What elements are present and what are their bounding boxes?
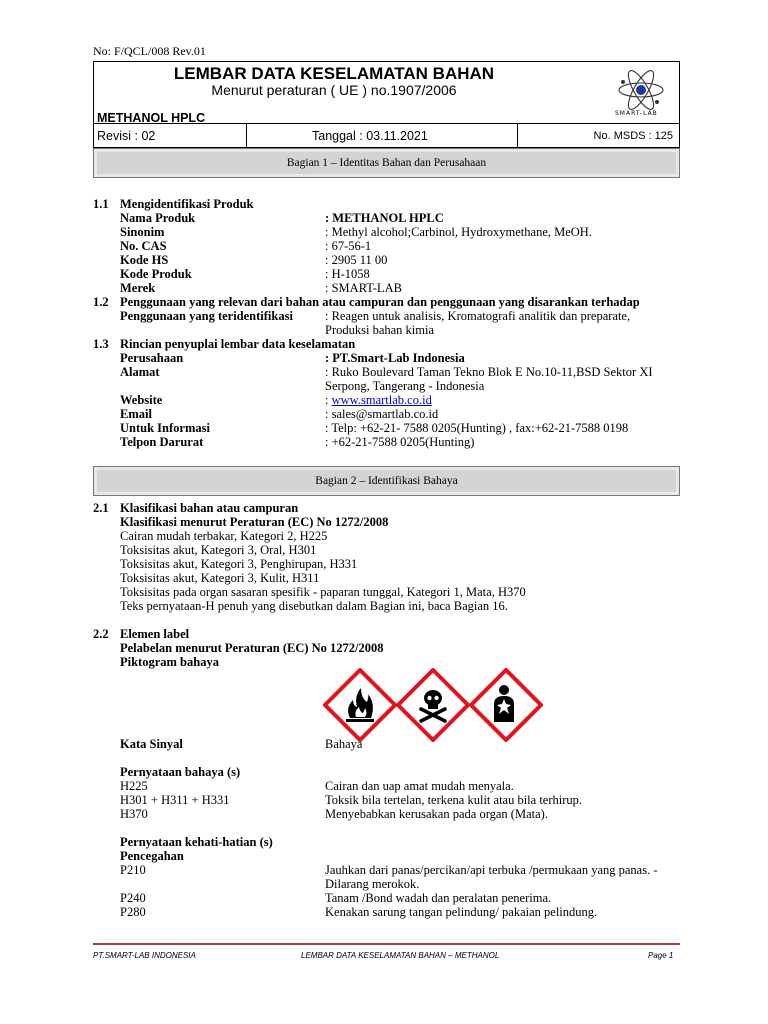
revision-row — [94, 123, 679, 148]
brand-value: : SMART-LAB — [325, 281, 402, 295]
brand-label: Merek — [120, 281, 156, 295]
classification-line: Toksisitas akut, Kategori 3, Oral, H301 — [120, 543, 317, 557]
product-code-label: Kode Produk — [120, 267, 192, 281]
website-label: Website — [120, 393, 163, 407]
hs-code-value: : 2905 11 00 — [325, 253, 388, 267]
p210-text: Jauhkan dari panas/percikan/api terbuka /permukaan yang panas. - — [325, 863, 658, 877]
company-value: : PT.Smart-Lab Indonesia — [325, 351, 465, 365]
p240-text: Tanam /Bond wadah dan peralatan penerima. — [325, 891, 552, 905]
classification-line: Cairan mudah terbakar, Kategori 2, H225 — [120, 529, 328, 543]
company-label: Perusahaan — [120, 351, 184, 365]
synonym-value: : Methyl alcohol;Carbinol, Hydroxymethane, MeOH. — [325, 225, 592, 239]
cas-value: : 67-56-1 — [325, 239, 372, 253]
section-1-3-number: 1.3 — [93, 337, 109, 351]
p210-text-2: Dilarang merokok. — [325, 877, 420, 891]
p280-code: P280 — [120, 905, 146, 919]
labelling-regulation: Pelabelan menurut Peraturan (EC) No 1272/2008 — [120, 641, 384, 655]
skull-crossbones-icon — [396, 668, 470, 746]
h301-text: Toksik bila tertelan, terkena kulit atau bila terhirup. — [325, 793, 583, 807]
section-2-2-title: Elemen label — [120, 627, 190, 641]
h225-text: Cairan dan uap amat mudah menyala. — [325, 779, 514, 793]
email-value: : sales@smartlab.co.id — [325, 407, 439, 421]
address-value: : Ruko Boulevard Taman Tekno Blok E No.10-11,BSD Sektor XI — [325, 365, 653, 379]
product-name-label: Nama Produk — [120, 211, 196, 225]
footer-company: PT.SMART-LAB INDONESIA — [93, 951, 196, 960]
section-2-1-number: 2.1 — [93, 501, 109, 515]
logo-text: SMART-LAB — [615, 110, 658, 117]
footer-page-number: Page 1 — [648, 951, 674, 960]
email-label: Email — [120, 407, 152, 421]
website-colon: : — [325, 393, 332, 407]
smart-lab-logo — [609, 64, 673, 122]
classification-line: Toksisitas akut, Kategori 3, Penghirupan, H331 — [120, 557, 358, 571]
regulation-subtitle: Menurut peraturan ( UE ) no.1907/2006 — [211, 82, 457, 98]
footer-divider — [93, 943, 680, 945]
synonym-label: Sinonim — [120, 225, 165, 239]
precautionary-heading: Pernyataan kehati-hatian (s) — [120, 835, 273, 849]
emergency-phone-label: Telpon Darurat — [120, 435, 204, 449]
p240-code: P240 — [120, 891, 146, 905]
classification-regulation: Klasifikasi menurut Peraturan (EC) No 1272/2008 — [120, 515, 389, 529]
info-label: Untuk Informasi — [120, 421, 210, 435]
address-value-2: Serpong, Tangerang - Indonesia — [325, 379, 485, 393]
health-hazard-icon — [469, 668, 543, 746]
emergency-phone-value: : +62-21-7588 0205(Hunting) — [325, 435, 475, 449]
h301-code: H301 + H311 + H331 — [120, 793, 230, 807]
cas-label: No. CAS — [120, 239, 167, 253]
classification-line: Toksisitas akut, Kategori 3, Kulit, H311 — [120, 571, 320, 585]
footer-document-title: LEMBAR DATA KESELAMATAN BAHAN – METHANOL — [301, 951, 500, 960]
info-value: : Telp: +62-21- 7588 0205(Hunting) , fax:+62-21-7588 0198 — [325, 421, 629, 435]
revision-date: Tanggal : 03.11.2021 — [312, 129, 428, 143]
pictogram-heading: Piktogram bahaya — [120, 655, 219, 669]
prevention-heading: Pencegahan — [120, 849, 184, 863]
hazard-statements-heading: Pernyataan bahaya (s) — [120, 765, 241, 779]
identified-use-label: Penggunaan yang teridentifikasi — [120, 309, 293, 323]
section-2-header: Bagian 2 – Identifikasi Bahaya — [93, 466, 680, 496]
section-1-1-number: 1.1 — [93, 197, 109, 211]
h370-code: H370 — [120, 807, 148, 821]
product-name-header: METHANOL HPLC — [97, 111, 206, 125]
classification-line: Teks pernyataan-H penuh yang disebutkan dalam Bagian ini, baca Bagian 16. — [120, 599, 508, 613]
website-link[interactable]: www.smartlab.co.id — [331, 393, 432, 407]
h370-text: Menyebabkan kerusakan pada organ (Mata). — [325, 807, 548, 821]
signal-word-value: Bahaya — [325, 737, 363, 751]
section-1-1-title: Mengidentifikasi Produk — [120, 197, 254, 211]
product-code-value: : H-1058 — [325, 267, 370, 281]
address-label: Alamat — [120, 365, 160, 379]
signal-word-label: Kata Sinyal — [120, 737, 183, 751]
document-header — [93, 61, 680, 148]
h225-code: H225 — [120, 779, 148, 793]
p210-code: P210 — [120, 863, 146, 877]
p280-text: Kenakan sarung tangan pelindung/ pakaian pelindung. — [325, 905, 598, 919]
document-number: No: F/QCL/008 Rev.01 — [93, 44, 206, 58]
revision-number: Revisi : 02 — [97, 129, 156, 143]
hs-code-label: Kode HS — [120, 253, 169, 267]
section-2-1-title: Klasifikasi bahan atau campuran — [120, 501, 299, 515]
identified-use-value: : Reagen untuk analisis, Kromatografi analitik dan preparate, — [325, 309, 631, 323]
product-name-value: : METHANOL HPLC — [325, 211, 444, 225]
document-title: LEMBAR DATA KESELAMATAN BAHAN — [173, 64, 495, 83]
identified-use-value-2: Produksi bahan kimia — [325, 323, 435, 337]
section-2-2-number: 2.2 — [93, 627, 109, 641]
section-1-2-title: Penggunaan yang relevan dari bahan atau campuran dan penggunaan yang disarankan terhadap — [120, 295, 640, 309]
flame-icon — [323, 668, 397, 746]
section-1-3-title: Rincian penyuplai lembar data keselamatan — [120, 337, 356, 351]
section-1-header: Bagian 1 – Identitas Bahan dan Perusahaan — [93, 148, 680, 178]
msds-number: No. MSDS : 125 — [593, 130, 673, 142]
section-1-2-number: 1.2 — [93, 295, 109, 309]
classification-line: Toksisitas pada organ sasaran spesifik - paparan tunggal, Kategori 1, Mata, H370 — [120, 585, 526, 599]
